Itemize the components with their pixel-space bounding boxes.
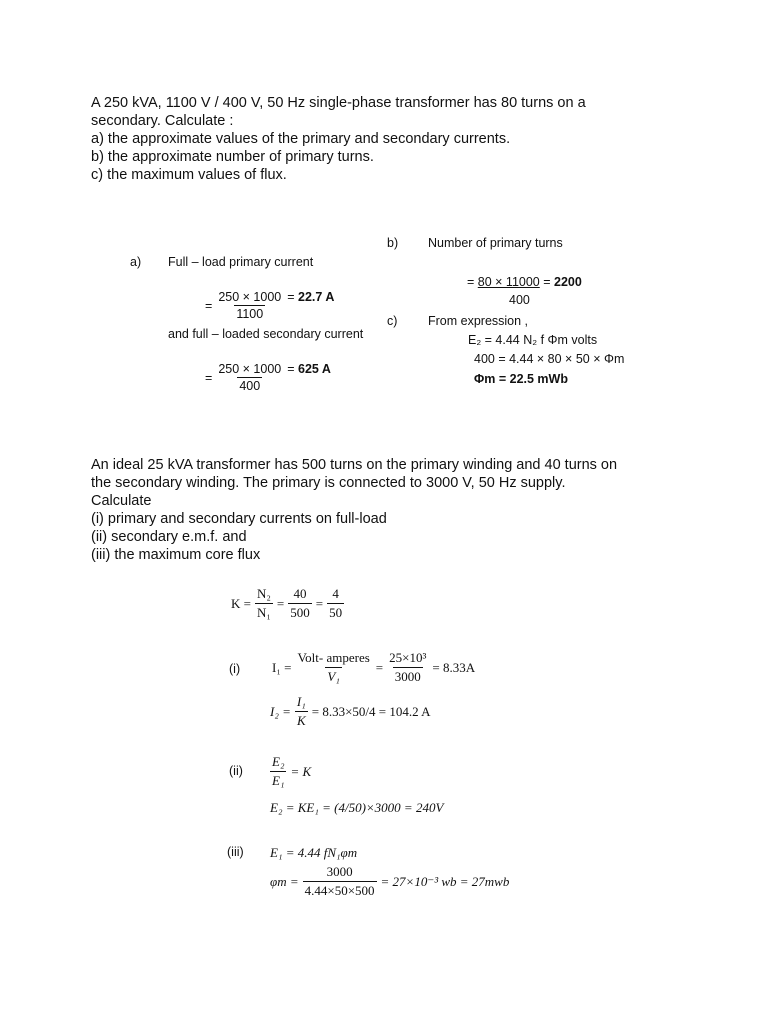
sol-i-eq1: I₁ = $\frac{\text{Volt- amperes}}{\text{V₁}}$ = $\frac{\text{25×10³}}{3000}$ = 8.33A <box>272 650 476 684</box>
problem1-intro: A 250 kVA, 1100 V / 400 V, 50 Hz single-phase transformer has 80 turns on a secondary. Calculate : <box>91 95 586 130</box>
sol-a-eq2: = $\frac{250 \times 1000}{400}$ = 625 A <box>205 361 331 393</box>
denominator: E₁ <box>272 773 285 788</box>
phi-lhs: φm = <box>270 873 299 889</box>
fraction <box>270 754 286 789</box>
sol-b-den: 400 <box>509 293 530 307</box>
denominator: V₁ <box>327 669 340 684</box>
fraction <box>216 290 283 321</box>
denominator: K <box>296 713 306 728</box>
sol-i-label: (i) <box>229 662 241 676</box>
numerator: N₂ <box>256 586 271 601</box>
sol-a-eq1: = $\frac{250 \times 1000}{1100}$ = 22.7 A <box>205 289 335 321</box>
fraction <box>295 650 371 685</box>
denominator: 500 <box>290 605 310 620</box>
fraction <box>387 650 428 685</box>
numerator: 250 × 1000 <box>218 290 282 304</box>
problem1-item-c: c) the maximum values of flux. <box>91 167 287 183</box>
denominator: N₁ <box>256 605 271 620</box>
fraction <box>255 586 273 621</box>
sol-ii-line2: E₂ = KE₁ = (4/50)×3000 = 240V <box>270 800 444 815</box>
sol-a-title: Full – load primary current <box>168 255 314 269</box>
sol-a-label: a) <box>130 255 142 269</box>
denominator: 1100 <box>236 307 264 321</box>
problem2-line-1: An ideal 25 kVA transformer has 500 turns on the primary winding and 40 turns on <box>91 457 618 473</box>
sol-a-mid: and full – loaded secondary current <box>168 327 364 341</box>
sol-c-line2: 400 = 4.44 × 80 × 50 × Φm <box>474 352 625 366</box>
fraction <box>288 586 312 621</box>
phi-result: = 27×10⁻³ wb = 27mwb <box>380 873 510 889</box>
sol-c-line1: E₂ = 4.44 N₂ f Φm volts <box>468 333 598 347</box>
numerator: 80 × 11000 <box>477 275 540 289</box>
denominator: 400 <box>239 379 261 393</box>
i2-result: = 8.33×50/4 = 104.2 A <box>311 703 431 719</box>
fraction <box>327 586 344 621</box>
sol-c-line3: Φm = 22.5 mWb <box>474 372 568 386</box>
result: 22.7 A <box>298 289 335 304</box>
result: 625 A <box>298 361 331 376</box>
rhs: = K <box>290 763 312 779</box>
numerator: 3000 <box>326 864 353 879</box>
problem2-line-6: (iii) the maximum core flux <box>91 547 261 563</box>
sol-b-title: Number of primary turns <box>428 236 563 250</box>
sol-i-eq2 <box>270 694 431 729</box>
sol-ii-label: (ii) <box>229 764 243 778</box>
problem1-item-b: b) the approximate number of primary turns. <box>91 149 374 165</box>
k-equation: K = $\frac{\text{N₂}}{\text{N₁}}$ = $\frac{40}{500}$ = $\frac{4}{50}$ <box>231 586 343 620</box>
i2-lhs: I₂ = <box>270 703 291 719</box>
sol-c-label: c) <box>387 314 398 328</box>
problem2-line-3: Calculate <box>91 493 152 509</box>
numerator: Volt- amperes <box>297 650 370 665</box>
result: 2200 <box>554 275 582 289</box>
denominator: 4.44×50×500 <box>304 883 375 898</box>
denominator: 50 <box>329 605 343 620</box>
sol-ii-eq1 <box>270 754 311 789</box>
numerator: 25×10³ <box>389 650 427 665</box>
sol-c-title: From expression , <box>428 314 529 328</box>
k-lhs: K = <box>231 595 251 611</box>
fraction <box>216 362 283 393</box>
sol-iii-eq <box>270 864 509 899</box>
numerator: E₂ <box>272 754 285 769</box>
sol-iii-label: (iii) <box>227 845 244 859</box>
i1-lhs: I₁ = <box>272 659 292 675</box>
numerator: 250 × 1000 <box>218 362 282 376</box>
fraction <box>295 694 308 729</box>
numerator: I₁ <box>296 694 306 709</box>
problem2-line-4: (i) primary and secondary currents on full-load <box>91 511 387 527</box>
sol-iii-line1: E₁ = 4.44 fN₁φm <box>270 845 358 860</box>
numerator: 40 <box>293 586 307 601</box>
problem1-item-a: a) the approximate values of the primary and secondary currents. <box>91 131 511 147</box>
problem2-line-2: the secondary winding. The primary is connected to 3000 V, 50 Hz supply. <box>91 475 566 491</box>
denominator: 3000 <box>394 669 421 684</box>
problem2-line-5: (ii) secondary e.m.f. and <box>91 529 247 545</box>
sol-b-eq: = 80 × 11000 = 2200 <box>467 275 582 289</box>
i1-result: = 8.33A <box>432 659 476 675</box>
numerator: 4 <box>332 586 339 601</box>
fraction <box>303 864 377 899</box>
sol-b-label: b) <box>387 236 399 250</box>
